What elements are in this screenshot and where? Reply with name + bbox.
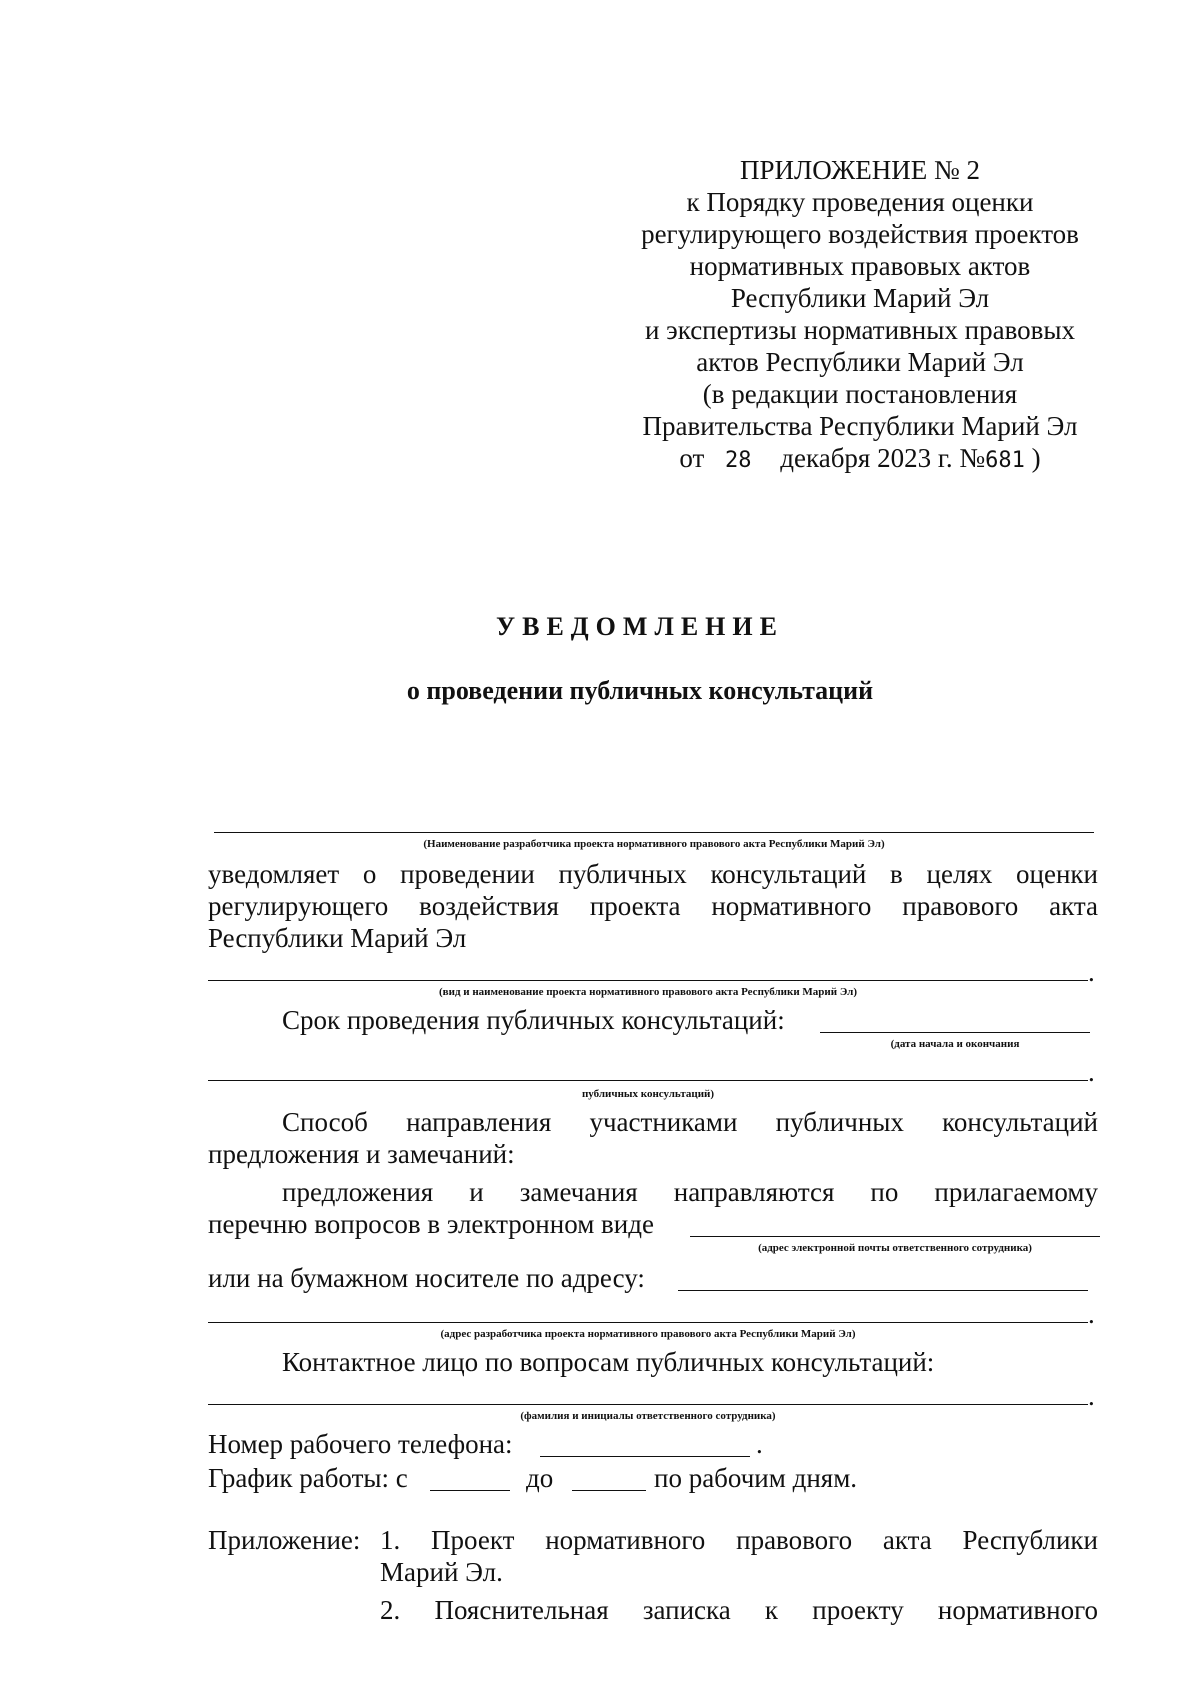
schedule-from-line (430, 1490, 510, 1491)
address-field-line (208, 1322, 1088, 1323)
header-date-line (600, 442, 1120, 477)
header-line5: Республики Марий Эл (730, 283, 990, 313)
schedule-to-line (572, 1490, 646, 1491)
header-line7: актов Республики Марий Эл (696, 347, 1024, 377)
email-caption: (адрес электронной почты ответственного сотрудника) (758, 1242, 1032, 1254)
appendix-item2-line1: 2. Пояснительная записка к проекту нормативного (380, 1595, 1098, 1625)
appendix-header (600, 154, 1120, 477)
header-line6: и экспертизы нормативных правовых (644, 315, 1076, 345)
notify-line2: регулирующего воздействия проекта нормативного правового акта (208, 891, 1098, 921)
proposals-line1: предложения и замечания направляются по прилагаемому (282, 1177, 1098, 1207)
date-prefix: от (679, 443, 705, 473)
term-caption-a: (дата начала и окончания (890, 1038, 1020, 1050)
term-caption-b: публичных консультаций) (581, 1088, 715, 1100)
project-caption: (вид и наименование проекта нормативного правового акта Республики Марий Эл) (439, 986, 857, 998)
phone-label: Номер рабочего телефона: (208, 1429, 513, 1459)
phone-dot: . (756, 1429, 763, 1459)
date-number: 681 (985, 448, 1025, 473)
address-dot: . (1088, 1299, 1095, 1329)
method-line1: Способ направления участниками публичных консультаций (282, 1107, 1098, 1137)
header-line1: ПРИЛОЖЕНИЕ № 2 (739, 155, 981, 185)
method-line2: предложения и замечаний: (208, 1139, 515, 1169)
schedule-to: до (526, 1463, 554, 1493)
project-field-line (208, 980, 1088, 981)
project-dot: . (1088, 957, 1095, 987)
header-line8: (в редакции постановления (702, 379, 1018, 409)
date-day: 28 (725, 448, 752, 473)
date-close: ) (1031, 443, 1041, 473)
term-label: Срок проведения публичных консультаций: (282, 1005, 785, 1035)
appendix-item1-line1: 1. Проект нормативного правового акта Республики (380, 1525, 1098, 1555)
header-line9: Правительства Республики Марий Эл (642, 411, 1078, 441)
term-dot: . (1088, 1057, 1095, 1087)
header-line3: регулирующего воздействия проектов (641, 219, 1079, 249)
contact-dot: . (1088, 1381, 1095, 1411)
appendix-label: Приложение: (208, 1525, 361, 1555)
contact-caption: (фамилия и инициалы ответственного сотрудника) (520, 1410, 776, 1422)
contact-field-line (208, 1404, 1088, 1405)
notify-line1: уведомляет о проведении публичных консультаций в целях оценки (208, 859, 1098, 889)
term-field-line-2 (208, 1080, 1088, 1081)
contact-label: Контактное лицо по вопросам публичных консультаций: (282, 1347, 935, 1377)
schedule-suffix: по рабочим дням. (654, 1463, 858, 1493)
header-line4: нормативных правовых актов (689, 251, 1031, 281)
date-mid: декабря 2023 г. № (780, 443, 986, 473)
developer-field-line (214, 832, 1094, 833)
developer-caption: (Наименование разработчика проекта нормативного правового акта Республики Марий Эл) (423, 838, 885, 850)
paper-label: или на бумажном носителе по адресу: (208, 1263, 645, 1293)
proposals-line2: перечню вопросов в электронном виде (208, 1209, 654, 1239)
appendix-item1-line2: Марий Эл. (380, 1557, 503, 1587)
notify-line3: Республики Марий Эл (208, 923, 467, 953)
address-caption: (адрес разработчика проекта нормативного правового акта Республики Марий Эл) (440, 1328, 856, 1340)
email-field-line (690, 1236, 1100, 1237)
document-subtitle: о проведении публичных консультаций (406, 676, 874, 705)
term-field-line (820, 1032, 1090, 1033)
schedule-prefix: График работы: с (208, 1463, 408, 1493)
phone-field-line (540, 1456, 750, 1457)
header-line2: к Порядку проведения оценки (686, 187, 1034, 217)
document-title: УВЕДОМЛЕНИЕ (496, 612, 784, 641)
paper-field-line (678, 1290, 1088, 1291)
